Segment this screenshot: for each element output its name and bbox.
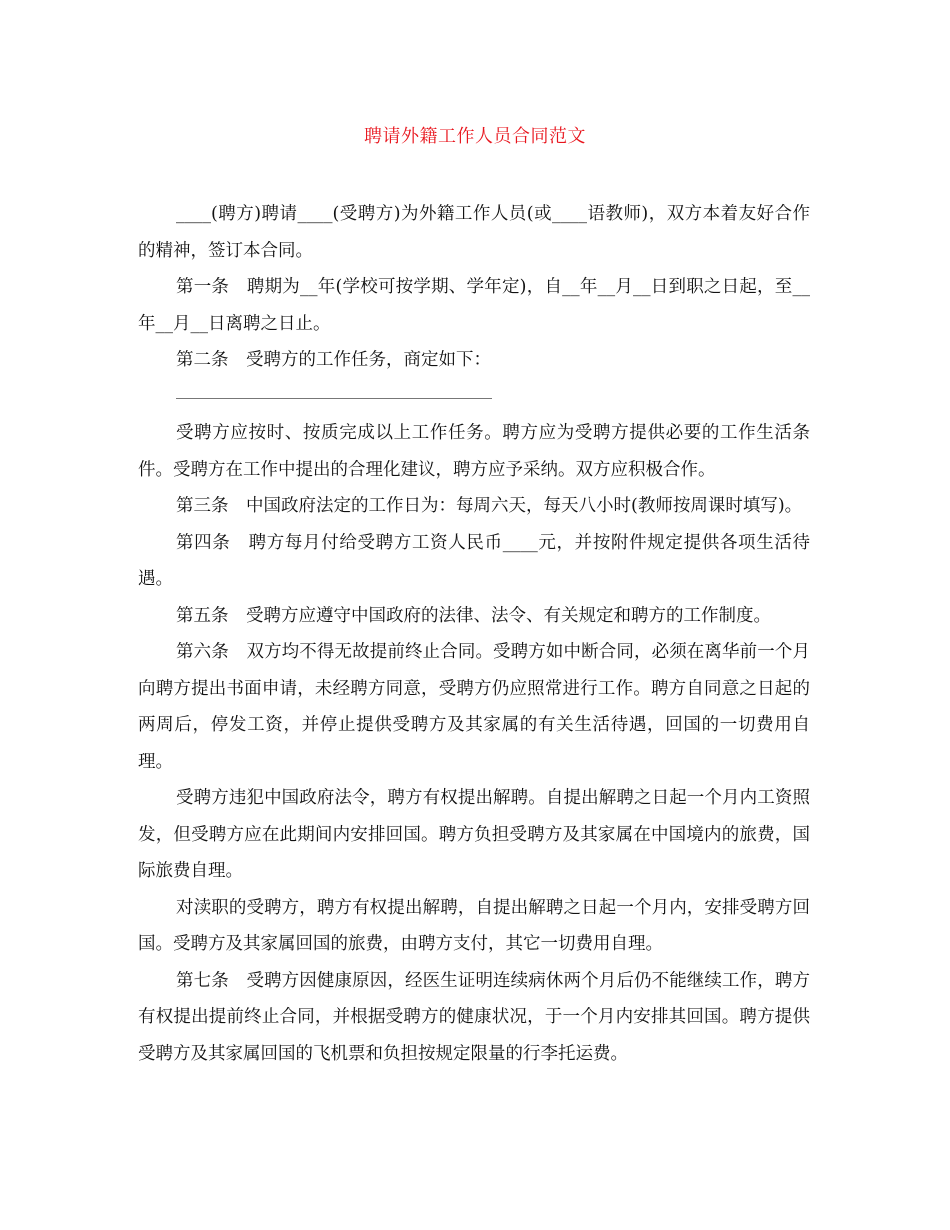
article-6-paragraph: 第六条 双方均不得无故提前终止合同。受聘方如中断合同，必须在离华前一个月向聘方提出书面申请，未经聘方同意，受聘方仍应照常进行工作。聘方自同意之日起的两周后，停发工资，并停止提供受聘方及其家属的有关生活待遇，回国的一切费用自理。 — [138, 642, 810, 772]
preamble-paragraph: ____(聘方)聘请____(受聘方)为外籍工作人员(或____语教师)，双方本着友好合作的精神，签订本合同。 — [138, 204, 810, 261]
article-2-paragraph: 第二条 受聘方的工作任务，商定如下： — [176, 350, 491, 370]
document-body — [138, 196, 810, 1072]
article-6-violation-paragraph: 受聘方违犯中国政府法令，聘方有权提出解聘。自提出解聘之日起一个月内工资照发，但受聘方应在此期间内安排回国。聘方负担受聘方及其家属在中国境内的旅费，国际旅费自理。 — [138, 788, 810, 881]
article-3-paragraph: 第三条 中国政府法定的工作日为：每周六天，每天八小时(教师按周课时填写)。 — [176, 496, 803, 516]
fill-in-blank-line — [176, 379, 810, 416]
article-7-paragraph: 第七条 受聘方因健康原因，经医生证明连续病休两个月后仍不能继续工作，聘方有权提出提前终止合同，并根据受聘方的健康状况，于一个月内安排其回国。聘方提供受聘方及其家属回国的飞机票和负担按规定限量的行李托运费。 — [138, 970, 810, 1064]
article-2-duties-paragraph: 受聘方应按时、按质完成以上工作任务。聘方应为受聘方提供必要的工作生活条件。受聘方在工作中提出的合理化建议，聘方应予采纳。双方应积极合作。 — [138, 423, 810, 480]
article-1-paragraph: 第一条 聘期为__年(学校可按学期、学年定)，自__年__月__日到职之日起，至__年__月__日离聘之日止。 — [138, 277, 810, 334]
article-5-paragraph: 第五条 受聘方应遵守中国政府的法律、法令、有关规定和聘方的工作制度。 — [176, 605, 771, 626]
article-4-paragraph: 第四条 聘方每月付给受聘方工资人民币____元，并按附件规定提供各项生活待遇。 — [138, 532, 810, 589]
article-6-dereliction-paragraph: 对渎职的受聘方，聘方有权提出解聘，自提出解聘之日起一个月内，安排受聘方回国。受聘方及其家属回国的旅费，由聘方支付，其它一切费用自理。 — [138, 897, 810, 954]
document-title: 聘请外籍工作人员合同范文 — [364, 126, 586, 147]
